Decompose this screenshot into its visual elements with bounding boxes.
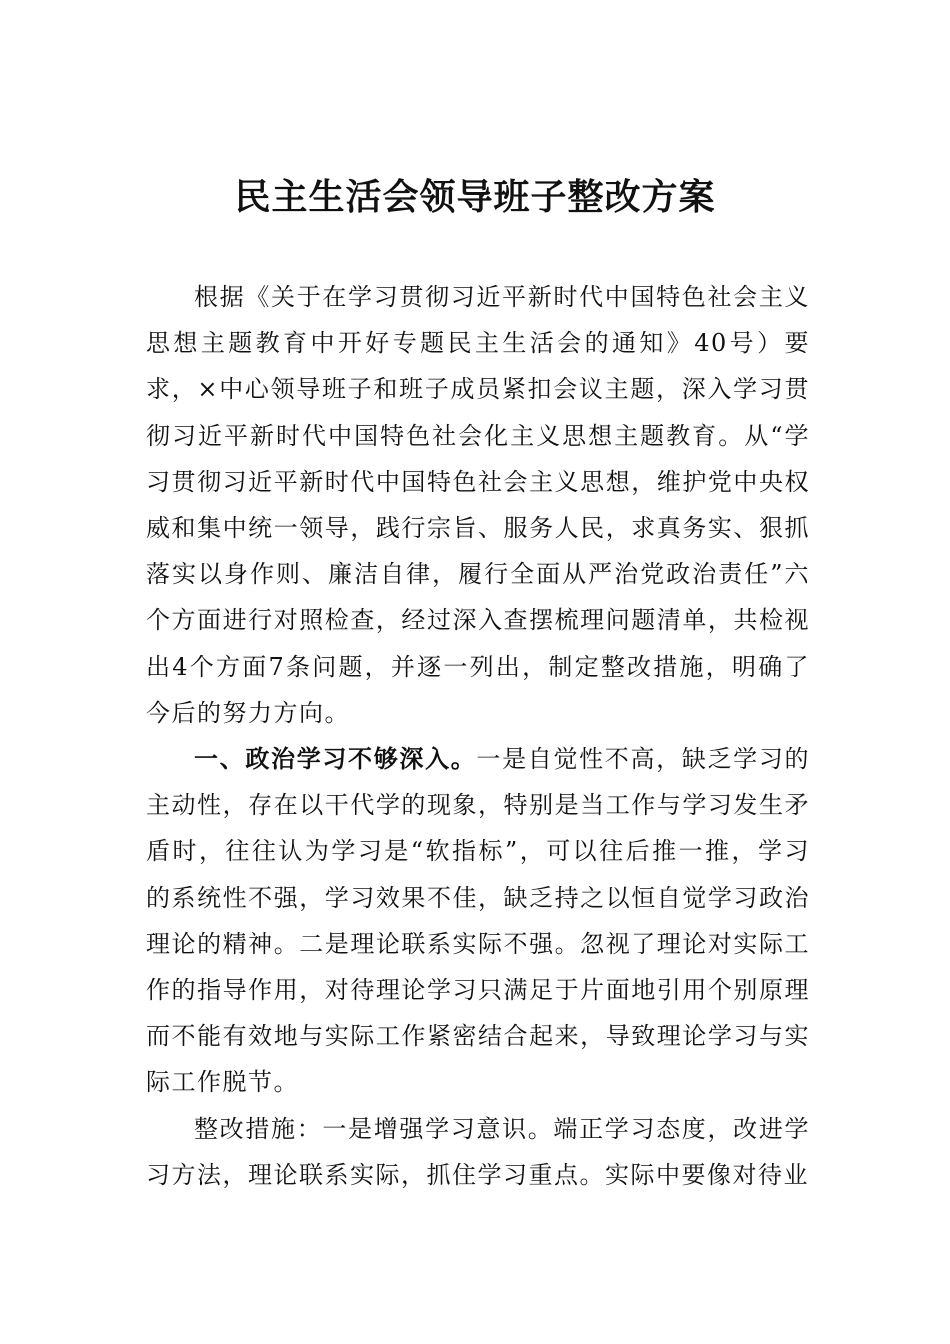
rectification-text: 整改措施：一是增强学习意识。端正学习态度，改进学习方法，理论联系实际，抓住学习重点。实际中要像对待业 xyxy=(146,1114,810,1189)
document-body xyxy=(146,274,810,1198)
section-one-paragraph xyxy=(146,736,810,1106)
section-one-text: 一是自觉性不高，缺乏学习的主动性，存在以干代学的现象，特别是当工作与学习发生矛盾时，往往认为学习是“软指标”，可以往后推一推，学习的系统性不强，学习效果不佳，缺乏持之以恒自觉学习政治理论的精神。二是理论联系实际不强。忽视了理论对实际工作的指导作用，对待理论学习只满足于片面地引用个别原理而不能有效地与实际工作紧密结合起来，导致理论学习与实际工作脱节。 xyxy=(146,745,811,1097)
section-one-heading: 一、政治学习不够深入。 xyxy=(194,745,477,774)
intro-paragraph xyxy=(146,274,810,736)
rectification-paragraph xyxy=(146,1106,810,1198)
intro-paragraph-text: 根据《关于在学习贯彻习近平新时代中国特色社会主义思想主题教育中开好专题民主生活会的通知》40号）要求，×中心领导班子和班子成员紧扣会议主题，深入学习贯彻习近平新时代中国特色社会化主义思想主题教育。从“学习贯彻习近平新时代中国特色社会主义思想，维护党中央权威和集中统一领导，践行宗旨、服务人民，求真务实、狠抓落实以身作则、廉洁自律，履行全面从严治党政治责任”六个方面进行对照检查，经过深入查摆梳理问题清单，共检视出4个方面7条问题，并逐一列出，制定整改措施，明确了今后的努力方向。 xyxy=(146,283,810,727)
document-title: 民主生活会领导班子整改方案 xyxy=(234,176,716,218)
